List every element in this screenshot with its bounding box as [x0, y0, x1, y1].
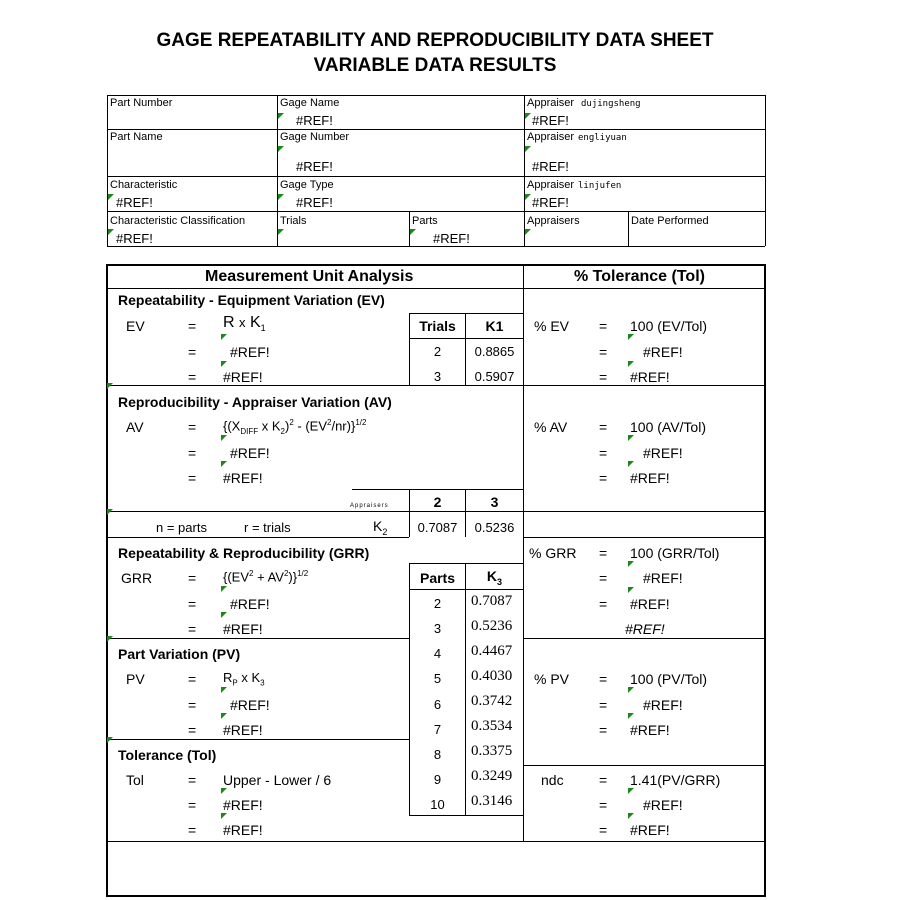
ndc-formula: 1.41(PV/GRR): [630, 772, 721, 788]
part-number-label: Part Number: [110, 97, 173, 109]
pct-av-eq: =: [599, 445, 608, 461]
pv-eq: =: [188, 697, 197, 713]
grr-eq: =: [188, 621, 197, 637]
comment-marker-icon: [278, 229, 284, 235]
mua-title: Measurement Unit Analysis: [205, 268, 414, 285]
comment-marker-icon: [107, 383, 113, 389]
k3-value-cell: 0.5236: [471, 618, 513, 634]
char-class-value[interactable]: #REF!: [116, 231, 153, 246]
grr-label: GRR: [121, 570, 153, 586]
comment-marker-icon: [525, 194, 531, 200]
comment-marker-icon: [628, 334, 634, 340]
comment-marker-icon: [221, 687, 227, 693]
comment-marker-icon: [221, 361, 227, 367]
k3-parts-cell: 8: [433, 747, 442, 762]
comment-marker-icon: [221, 788, 227, 794]
pv-label: PV: [126, 671, 145, 687]
pct-av-eq: =: [599, 470, 608, 486]
pct-grr-eq: =: [599, 545, 608, 561]
tol-label: Tol: [126, 772, 144, 788]
pct-ev-value-1[interactable]: #REF!: [643, 344, 683, 360]
av-value-2[interactable]: #REF!: [223, 470, 263, 486]
characteristic-label: Characteristic: [110, 179, 178, 191]
pv-value-2[interactable]: #REF!: [223, 722, 263, 738]
tol-eq: =: [188, 822, 197, 838]
comment-marker-icon: [628, 687, 634, 693]
gage-type-value[interactable]: #REF!: [296, 195, 333, 210]
k3-col-parts: Parts: [419, 570, 456, 586]
ndc-value-1[interactable]: #REF!: [643, 797, 683, 813]
gage-number-label: Gage Number: [280, 131, 350, 143]
tol-heading: Tolerance (Tol): [118, 747, 217, 763]
comment-marker-icon: [525, 229, 531, 235]
comment-marker-icon: [525, 146, 531, 152]
k2-col-3: 3: [490, 494, 499, 510]
tolerance-title: % Tolerance (Tol): [574, 268, 705, 285]
k3-value-cell: 0.3534: [471, 718, 513, 734]
gage-name-value[interactable]: #REF!: [296, 113, 333, 128]
tol-eq: =: [188, 797, 197, 813]
pv-formula: $R_P$ x $K_3$: [223, 670, 265, 688]
ndc-eq: =: [599, 772, 608, 788]
ndc-eq: =: [599, 797, 608, 813]
comment-marker-icon: [278, 113, 284, 119]
comment-marker-icon: [221, 612, 227, 618]
grr-value-1[interactable]: #REF!: [230, 596, 270, 612]
tol-value-2[interactable]: #REF!: [223, 822, 263, 838]
k1-col-trials: Trials: [419, 318, 456, 334]
appraiser-3-label: Appraiser: [527, 179, 575, 191]
comment-marker-icon: [628, 587, 634, 593]
av-eq: =: [188, 445, 197, 461]
pct-av-value-2[interactable]: #REF!: [630, 470, 670, 486]
appraiser-2-name: engliyuan: [578, 133, 627, 143]
pct-pv-eq: =: [599, 697, 608, 713]
pct-pv-eq: =: [599, 722, 608, 738]
tol-formula: Upper - Lower / 6: [223, 772, 332, 788]
comment-marker-icon: [221, 713, 227, 719]
pv-value-1[interactable]: #REF!: [230, 697, 270, 713]
k3-col-k3: $K_3$: [486, 568, 503, 587]
k3-parts-cell: 5: [433, 671, 442, 686]
trials-label: Trials: [280, 215, 307, 227]
pct-grr-value-2[interactable]: #REF!: [630, 596, 670, 612]
comment-marker-icon: [107, 737, 113, 743]
ev-label: EV: [126, 318, 145, 334]
comment-marker-icon: [221, 813, 227, 819]
tol-eq: =: [188, 772, 197, 788]
appraisers-label: Appraisers: [527, 215, 580, 227]
k1-value-cell: 0.5907: [474, 369, 515, 384]
comment-marker-icon: [278, 146, 284, 152]
pct-grr-label: % GRR: [529, 545, 577, 561]
comment-marker-icon: [628, 561, 634, 567]
ev-eq: =: [188, 318, 197, 334]
appraiser-1-name: dujingsheng: [581, 99, 641, 109]
pct-pv-value-2[interactable]: #REF!: [630, 722, 670, 738]
pct-pv-eq: =: [599, 671, 608, 687]
pct-ev-eq: =: [599, 344, 608, 360]
appraiser-3-value[interactable]: #REF!: [532, 195, 569, 210]
comment-marker-icon: [221, 461, 227, 467]
gage-number-value[interactable]: #REF!: [296, 159, 333, 174]
k2-value-2: 0.7087: [417, 520, 458, 535]
k3-parts-cell: 6: [433, 697, 442, 712]
pct-ev-value-2[interactable]: #REF!: [630, 369, 670, 385]
k3-value-cell: 0.4030: [471, 668, 513, 684]
characteristic-value[interactable]: #REF!: [116, 195, 153, 210]
grr-value-2[interactable]: #REF!: [223, 621, 263, 637]
k1-col-k1: K1: [485, 318, 504, 334]
part-name-label: Part Name: [110, 131, 163, 143]
k2-col-2: 2: [433, 494, 442, 510]
k3-value-cell: 0.3375: [471, 743, 513, 759]
grr-eq: =: [188, 570, 197, 586]
k2-appraisers-label: Appraisers: [350, 503, 389, 509]
r-trials-note: r = trials: [244, 520, 291, 535]
grr-eq: =: [188, 596, 197, 612]
pct-ev-formula: 100 (EV/Tol): [630, 318, 708, 334]
k3-value-cell: 0.3146: [471, 793, 513, 809]
pct-grr-eq: =: [599, 596, 608, 612]
comment-marker-icon: [278, 194, 284, 200]
comment-marker-icon: [628, 713, 634, 719]
n-parts-note: n = parts: [156, 520, 207, 535]
ev-formula: R x $K_1$: [223, 314, 266, 334]
ndc-label: ndc: [541, 772, 564, 788]
ndc-value-2[interactable]: #REF!: [630, 822, 670, 838]
grr-formula: $\{(EV^2 + AV^2)\}^{1/2}$: [223, 569, 309, 585]
appraiser-2-value[interactable]: #REF!: [532, 159, 569, 174]
pct-av-formula: 100 (AV/Tol): [630, 419, 706, 435]
pct-pv-formula: 100 (PV/Tol): [630, 671, 708, 687]
parts-value[interactable]: #REF!: [433, 231, 470, 246]
k3-parts-cell: 2: [433, 596, 442, 611]
gage-name-label: Gage Name: [280, 97, 340, 109]
comment-marker-icon: [410, 229, 416, 235]
gage-type-label: Gage Type: [280, 179, 334, 191]
k3-value-cell: 0.3742: [471, 693, 513, 709]
date-performed-label: Date Performed: [631, 215, 709, 227]
pct-pv-value-1[interactable]: #REF!: [643, 697, 683, 713]
comment-marker-icon: [108, 229, 114, 235]
av-label: AV: [126, 419, 144, 435]
parts-label: Parts: [412, 215, 438, 227]
comment-marker-icon: [108, 194, 114, 200]
appraiser-1-label: Appraiser: [527, 97, 575, 109]
k1-value-cell: 0.8865: [474, 344, 515, 359]
comment-marker-icon: [221, 435, 227, 441]
pv-eq: =: [188, 722, 197, 738]
pct-av-eq: =: [599, 419, 608, 435]
pv-heading: Part Variation (PV): [118, 646, 241, 662]
k3-value-cell: 0.3249: [471, 768, 513, 784]
pct-grr-formula: 100 (GRR/Tol): [630, 545, 720, 561]
av-eq: =: [188, 470, 197, 486]
pv-eq: =: [188, 671, 197, 687]
k3-parts-cell: 4: [433, 646, 442, 661]
ev-eq: =: [188, 369, 197, 385]
ndc-eq: =: [599, 822, 608, 838]
k3-parts-cell: 7: [433, 722, 442, 737]
pct-grr-value-1[interactable]: #REF!: [643, 570, 683, 586]
k2-label: $K_2$: [373, 518, 388, 537]
comment-marker-icon: [221, 334, 227, 340]
av-heading: Reproducibility - Appraiser Variation (AV): [118, 394, 392, 410]
av-formula: {($X_{DIFF}$ x $K_2)^2 - (EV^2/nr)\}^{1/2}$: [223, 418, 367, 436]
pct-ev-eq: =: [599, 369, 608, 385]
comment-marker-icon: [628, 435, 634, 441]
av-value-1[interactable]: #REF!: [230, 445, 270, 461]
sheet-subtitle: VARIABLE DATA RESULTS: [313, 55, 557, 76]
comment-marker-icon: [107, 509, 113, 515]
pct-ev-eq: =: [599, 318, 608, 334]
ev-heading: Repeatability - Equipment Variation (EV): [118, 292, 385, 308]
ev-eq: =: [188, 344, 197, 360]
comment-marker-icon: [628, 361, 634, 367]
av-eq: =: [188, 419, 197, 435]
comment-marker-icon: [525, 113, 531, 119]
pct-grr-value-3[interactable]: #REF!: [625, 621, 665, 637]
appraiser-3-name: linjufen: [578, 181, 622, 191]
grr-heading: Repeatability & Reproducibility (GRR): [118, 545, 370, 561]
sheet-title: GAGE REPEATABILITY AND REPRODUCIBILITY DATA SHEET: [156, 30, 714, 51]
comment-marker-icon: [628, 461, 634, 467]
pct-av-label: % AV: [534, 419, 568, 435]
char-class-label: Characteristic Classification: [110, 215, 246, 227]
comment-marker-icon: [221, 586, 227, 592]
k3-parts-cell: 3: [433, 621, 442, 636]
k3-parts-cell: 9: [433, 772, 442, 787]
k1-trials-cell: 3: [433, 369, 442, 384]
comment-marker-icon: [628, 788, 634, 794]
appraiser-1-value[interactable]: #REF!: [532, 113, 569, 128]
pct-ev-label: % EV: [534, 318, 570, 334]
k1-trials-cell: 2: [433, 344, 442, 359]
k3-value-cell: 0.7087: [471, 593, 513, 609]
k3-value-cell: 0.4467: [471, 643, 513, 659]
pct-av-value-1[interactable]: #REF!: [643, 445, 683, 461]
pct-grr-eq: =: [599, 570, 608, 586]
k2-value-3: 0.5236: [474, 520, 515, 535]
ev-value-2[interactable]: #REF!: [223, 369, 263, 385]
ev-value-1[interactable]: #REF!: [230, 344, 270, 360]
appraiser-2-label: Appraiser: [527, 131, 575, 143]
comment-marker-icon: [107, 636, 113, 642]
k3-parts-cell: 10: [430, 797, 445, 812]
tol-value-1[interactable]: #REF!: [223, 797, 263, 813]
pct-pv-label: % PV: [534, 671, 570, 687]
comment-marker-icon: [628, 813, 634, 819]
